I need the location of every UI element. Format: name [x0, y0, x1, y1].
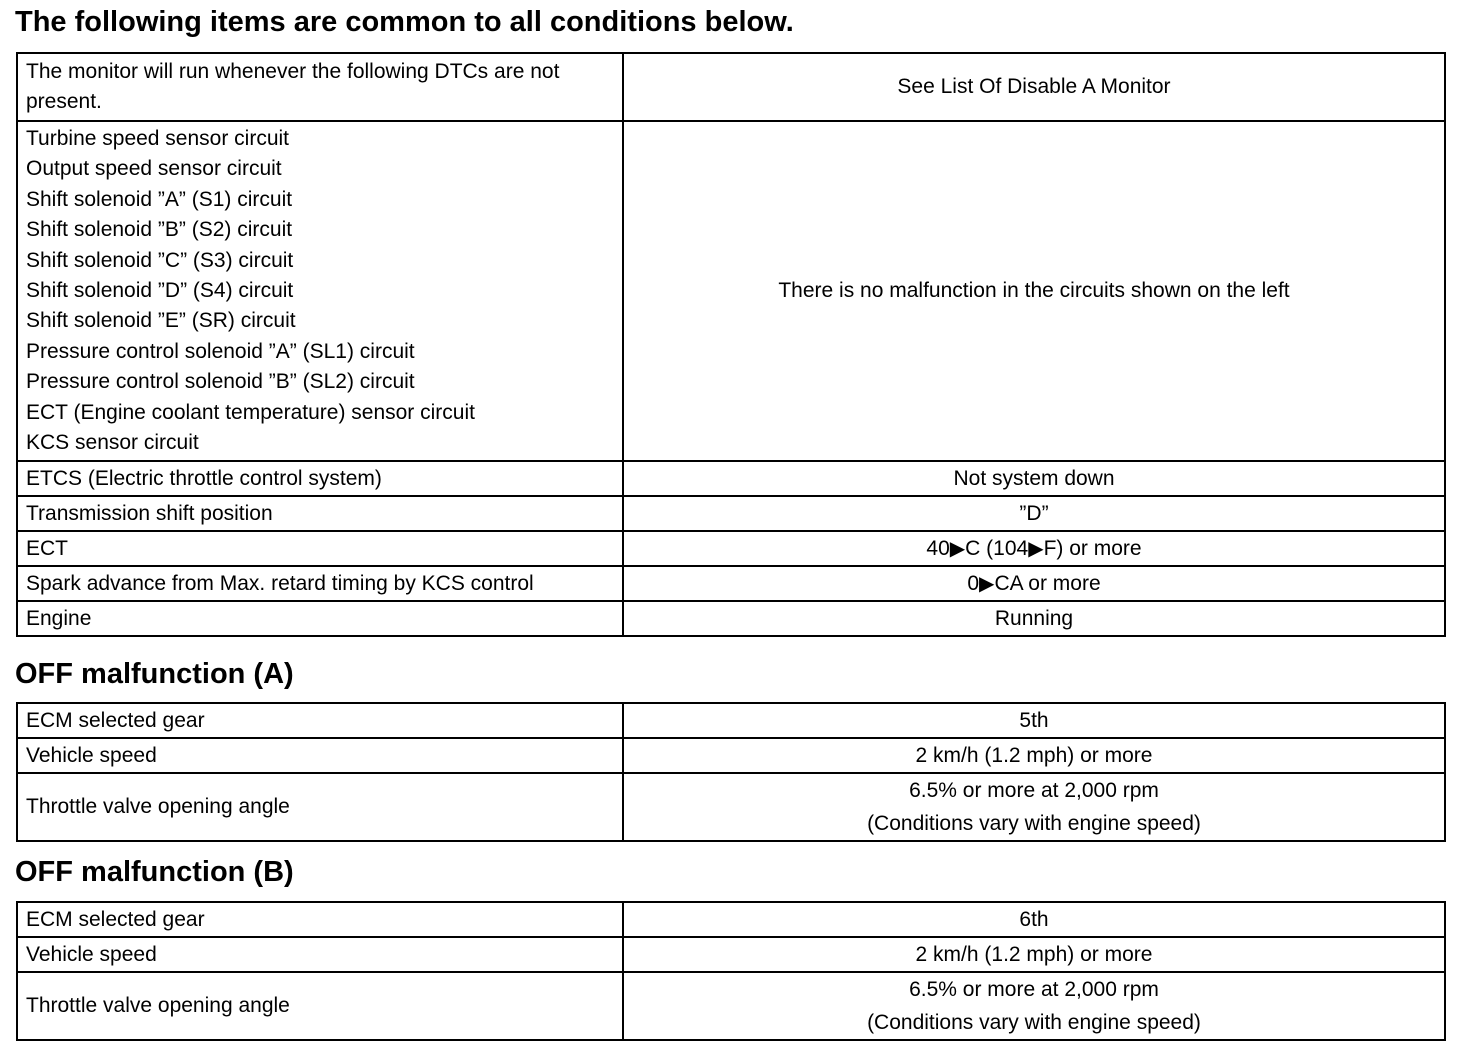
circuit-item: ECT (Engine coolant temperature) sensor circuit [26, 400, 475, 424]
ect-value-part: C (104 [965, 536, 1029, 560]
off-malfunction-b-table [16, 901, 1446, 1041]
vehicle-speed-value-cell: 2 km/h (1.2 mph) or more [623, 937, 1445, 972]
table-row [17, 566, 1445, 601]
shift-position-value-cell: ”D” [623, 496, 1445, 531]
throttle-value-line: (Conditions vary with engine speed) [867, 812, 1201, 835]
throttle-label-cell: Throttle valve opening angle [17, 972, 623, 1040]
circuit-item: KCS sensor circuit [26, 431, 199, 455]
off-malfunction-b-heading: OFF malfunction (B) [15, 856, 294, 888]
throttle-value-cell [623, 773, 1445, 841]
throttle-value-line: (Conditions vary with engine speed) [867, 1011, 1201, 1034]
table-row [17, 972, 1445, 1040]
ect-value-part: 40 [926, 536, 950, 560]
throttle-label-cell: Throttle valve opening angle [17, 773, 623, 841]
throttle-value-line: 6.5% or more at 2,000 rpm [909, 978, 1159, 1001]
circuit-item: Shift solenoid ”C” (S3) circuit [26, 248, 294, 272]
ect-value-part: F) or more [1043, 536, 1142, 560]
off-malfunction-a-table [16, 702, 1446, 842]
shift-position-label-cell: Transmission shift position [17, 496, 623, 531]
circuits-list-cell [17, 121, 623, 461]
table-row [17, 738, 1445, 773]
gear-label-cell: ECM selected gear [17, 703, 623, 738]
common-conditions-heading: The following items are common to all conditions below. [15, 6, 794, 38]
engine-value-cell: Running [623, 601, 1445, 636]
circuit-item: Shift solenoid ”E” (SR) circuit [26, 309, 296, 333]
degree-arrow-icon: ▶ [1028, 537, 1044, 560]
spark-value-part: 0 [967, 571, 980, 595]
gear-label-cell: ECM selected gear [17, 902, 623, 937]
degree-arrow-icon: ▶ [979, 572, 995, 595]
off-malfunction-a-heading: OFF malfunction (A) [15, 658, 294, 690]
circuit-item: Pressure control solenoid ”A” (SL1) circuit [26, 339, 415, 363]
circuit-item: Output speed sensor circuit [26, 157, 282, 181]
table-row [17, 902, 1445, 937]
circuit-item: Pressure control solenoid ”B” (SL2) circuit [26, 370, 415, 394]
ect-value-cell [623, 531, 1445, 566]
etcs-label-cell: ETCS (Electric throttle control system) [17, 461, 623, 496]
dtc-label-line: The monitor will run whenever the following DTCs are not [26, 60, 560, 83]
dtc-label-cell [17, 53, 623, 121]
table-row [17, 461, 1445, 496]
spark-advance-value-cell [623, 566, 1445, 601]
spark-advance-label-cell: Spark advance from Max. retard timing by KCS control [17, 566, 623, 601]
circuit-item: Shift solenoid ”D” (S4) circuit [26, 279, 294, 303]
circuit-item: Shift solenoid ”A” (S1) circuit [26, 187, 293, 211]
engine-label-cell: Engine [17, 601, 623, 636]
dtc-label-line: present. [26, 90, 102, 113]
vehicle-speed-label-cell: Vehicle speed [17, 738, 623, 773]
table-row [17, 121, 1445, 461]
circuit-item: Shift solenoid ”B” (S2) circuit [26, 218, 293, 242]
gear-value-cell: 6th [623, 902, 1445, 937]
table-row [17, 601, 1445, 636]
vehicle-speed-label-cell: Vehicle speed [17, 937, 623, 972]
table-row [17, 53, 1445, 121]
throttle-value-cell [623, 972, 1445, 1040]
gear-value-cell: 5th [623, 703, 1445, 738]
table-row [17, 773, 1445, 841]
circuit-item: Turbine speed sensor circuit [26, 127, 290, 150]
table-row [17, 937, 1445, 972]
ect-label-cell: ECT [17, 531, 623, 566]
common-conditions-table [16, 52, 1446, 637]
degree-arrow-icon: ▶ [949, 537, 966, 560]
etcs-value-cell: Not system down [623, 461, 1445, 496]
spark-value-part: CA or more [994, 571, 1101, 595]
table-row [17, 531, 1445, 566]
vehicle-speed-value-cell: 2 km/h (1.2 mph) or more [623, 738, 1445, 773]
throttle-value-line: 6.5% or more at 2,000 rpm [909, 779, 1159, 802]
table-row [17, 496, 1445, 531]
circuits-value-cell: There is no malfunction in the circuits shown on the left [623, 121, 1445, 461]
dtc-value-cell: See List Of Disable A Monitor [623, 53, 1445, 121]
table-row [17, 703, 1445, 738]
